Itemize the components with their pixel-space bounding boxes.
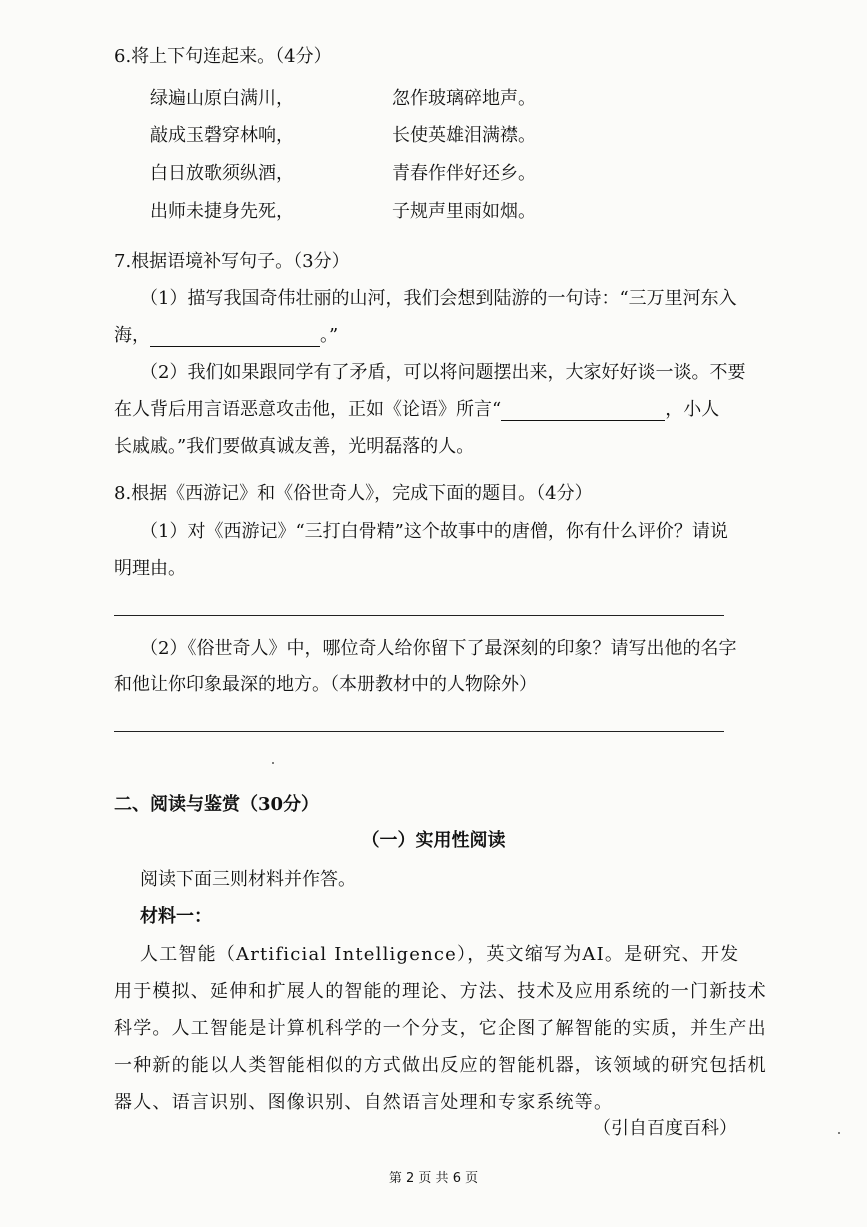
q8-part1-line2: 明理由。 [114, 558, 186, 579]
material-1-line-5: 器人、语言识别、图像识别、自然语言处理和专家系统等。 [114, 1092, 614, 1113]
q6-right-4: 子规声里雨如烟。 [392, 201, 536, 222]
material-1-line-4: 一种新的能以人类智能相似的方式做出反应的智能机器，该领域的研究包括机 [114, 1055, 767, 1076]
section2-instruction: 阅读下面三则材料并作答。 [140, 869, 356, 890]
material-1-line-1: 人工智能（Artificial Intelligence），英文缩写为AI。是研究、开发 [140, 944, 740, 965]
q6-left-3: 白日放歌须纵酒， [150, 163, 294, 184]
q7-part1-prefix: 海， [114, 325, 150, 346]
section2-title: 二、阅读与鉴赏（30分） [114, 794, 320, 815]
material-1-label: 材料一： [140, 906, 212, 927]
scan-speck [838, 1132, 840, 1134]
q7-answer-blank-1[interactable] [150, 328, 320, 347]
q8-title: 8.根据《西游记》和《俗世奇人》，完成下面的题目。（4分） [114, 483, 593, 504]
q7-part2-line1: （2）我们如果跟同学有了矛盾，可以将问题摆出来，大家好好谈一谈。不要 [140, 362, 746, 383]
q6-left-2: 敲成玉磬穿林响， [150, 125, 294, 146]
q8-answer-line-2[interactable] [114, 731, 724, 732]
scan-speck [272, 762, 274, 764]
q6-left-1: 绿遍山原白满川， [150, 88, 294, 109]
q7-part1-line1: （1）描写我国奇伟壮丽的山河，我们会想到陆游的一句诗：“三万里河东入 [140, 288, 737, 309]
q6-left-4: 出师未捷身先死， [150, 201, 294, 222]
q7-part2-line3: 长戚戚。”我们要做真诚友善，光明磊落的人。 [114, 436, 475, 457]
q6-right-1: 忽作玻璃碎地声。 [392, 88, 536, 109]
q8-part2-line1: （2）《俗世奇人》中，哪位奇人给你留下了最深刻的印象？请写出他的名字 [140, 638, 737, 659]
q7-part2-suffix: ，小人 [665, 399, 720, 420]
q6-right-3: 青春作伴好还乡。 [392, 163, 536, 184]
material-1-citation: （引自百度百科） [593, 1118, 737, 1139]
material-1-line-2: 用于模拟、延伸和扩展人的智能的理论、方法、技术及应用系统的一门新技术 [114, 981, 767, 1002]
q8-answer-line-1[interactable] [114, 615, 724, 616]
section2-subtitle: （一）实用性阅读 [361, 830, 506, 851]
q7-part2-prefix: 在人背后用言语恶意攻击他，正如《论语》所言“ [114, 399, 502, 420]
q7-part1-line2 [114, 325, 338, 347]
q7-title: 7.根据语境补写句子。（3分） [114, 251, 350, 272]
q7-part2-line2 [114, 399, 719, 421]
q7-part1-suffix: 。” [320, 325, 339, 346]
q6-title: 6.将上下句连起来。（4分） [114, 46, 332, 67]
q8-part2-line2: 和他让你印象最深的地方。（本册教材中的人物除外） [114, 674, 537, 695]
material-1-line-3: 科学。人工智能是计算机科学的一个分支，它企图了解智能的实质，并生产出 [114, 1018, 767, 1039]
q7-answer-blank-2[interactable] [501, 402, 665, 421]
q8-part1-line1: （1）对《西游记》“三打白骨精”这个故事中的唐僧，你有什么评价？请说 [140, 521, 728, 542]
q6-right-2: 长使英雄泪满襟。 [392, 125, 536, 146]
page-footer: 第 2 页 共 6 页 [388, 1171, 479, 1186]
